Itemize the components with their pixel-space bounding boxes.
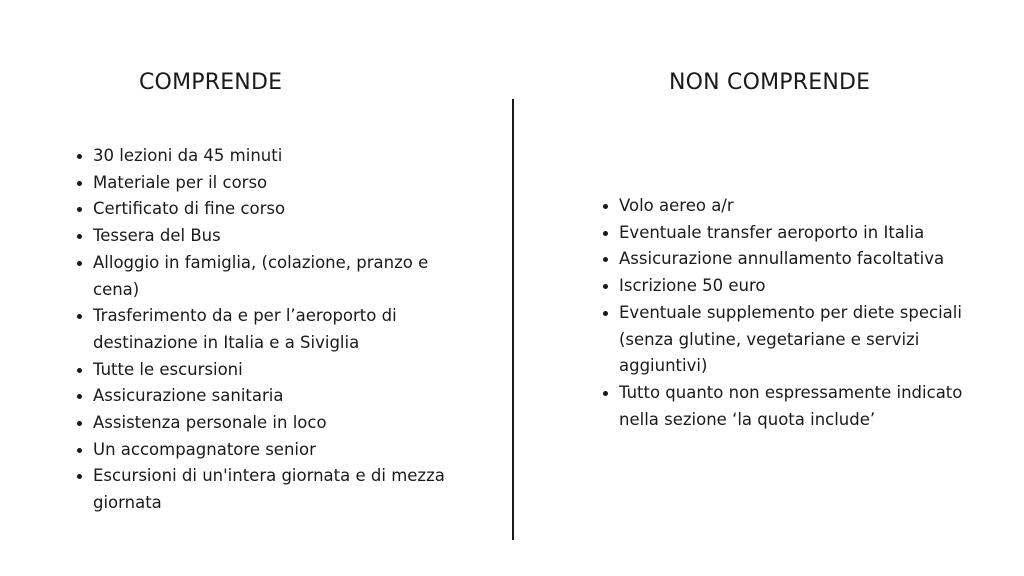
not-included-item: Volo aereo a/r — [619, 193, 979, 220]
not-included-item: Tutto quanto non espressamente indicato nella sezione ‘la quota include’ — [619, 380, 979, 433]
included-item: Trasferimento da e per l’aeroporto di destinazione in Italia e a Siviglia — [93, 303, 448, 356]
included-item: Tessera del Bus — [93, 223, 448, 250]
included-item: Assicurazione sanitaria — [93, 383, 448, 410]
not-included-item: Assicurazione annullamento facoltativa — [619, 246, 979, 273]
included-item: 30 lezioni da 45 minuti — [93, 143, 448, 170]
not-included-item: Eventuale supplemento per diete speciali (senza glutine, vegetariane e servizi aggiuntivi) — [619, 300, 979, 380]
not-included-item: Eventuale transfer aeroporto in Italia — [619, 220, 979, 247]
included-item: Alloggio in famiglia, (colazione, pranzo e cena) — [93, 250, 448, 303]
column-divider — [512, 99, 514, 540]
not-included-heading: NON COMPRENDE — [669, 70, 871, 95]
included-item: Un accompagnatore senior — [93, 437, 448, 464]
included-item: Tutte le escursioni — [93, 357, 448, 384]
included-item: Materiale per il corso — [93, 170, 448, 197]
included-item: Escursioni di un'intera giornata e di mezza giornata — [93, 463, 448, 516]
not-included-item: Iscrizione 50 euro — [619, 273, 979, 300]
included-item: Assistenza personale in loco — [93, 410, 448, 437]
included-list — [93, 143, 448, 517]
included-heading: COMPRENDE — [139, 70, 283, 95]
included-item: Certificato di fine corso — [93, 196, 448, 223]
not-included-list — [619, 193, 979, 433]
